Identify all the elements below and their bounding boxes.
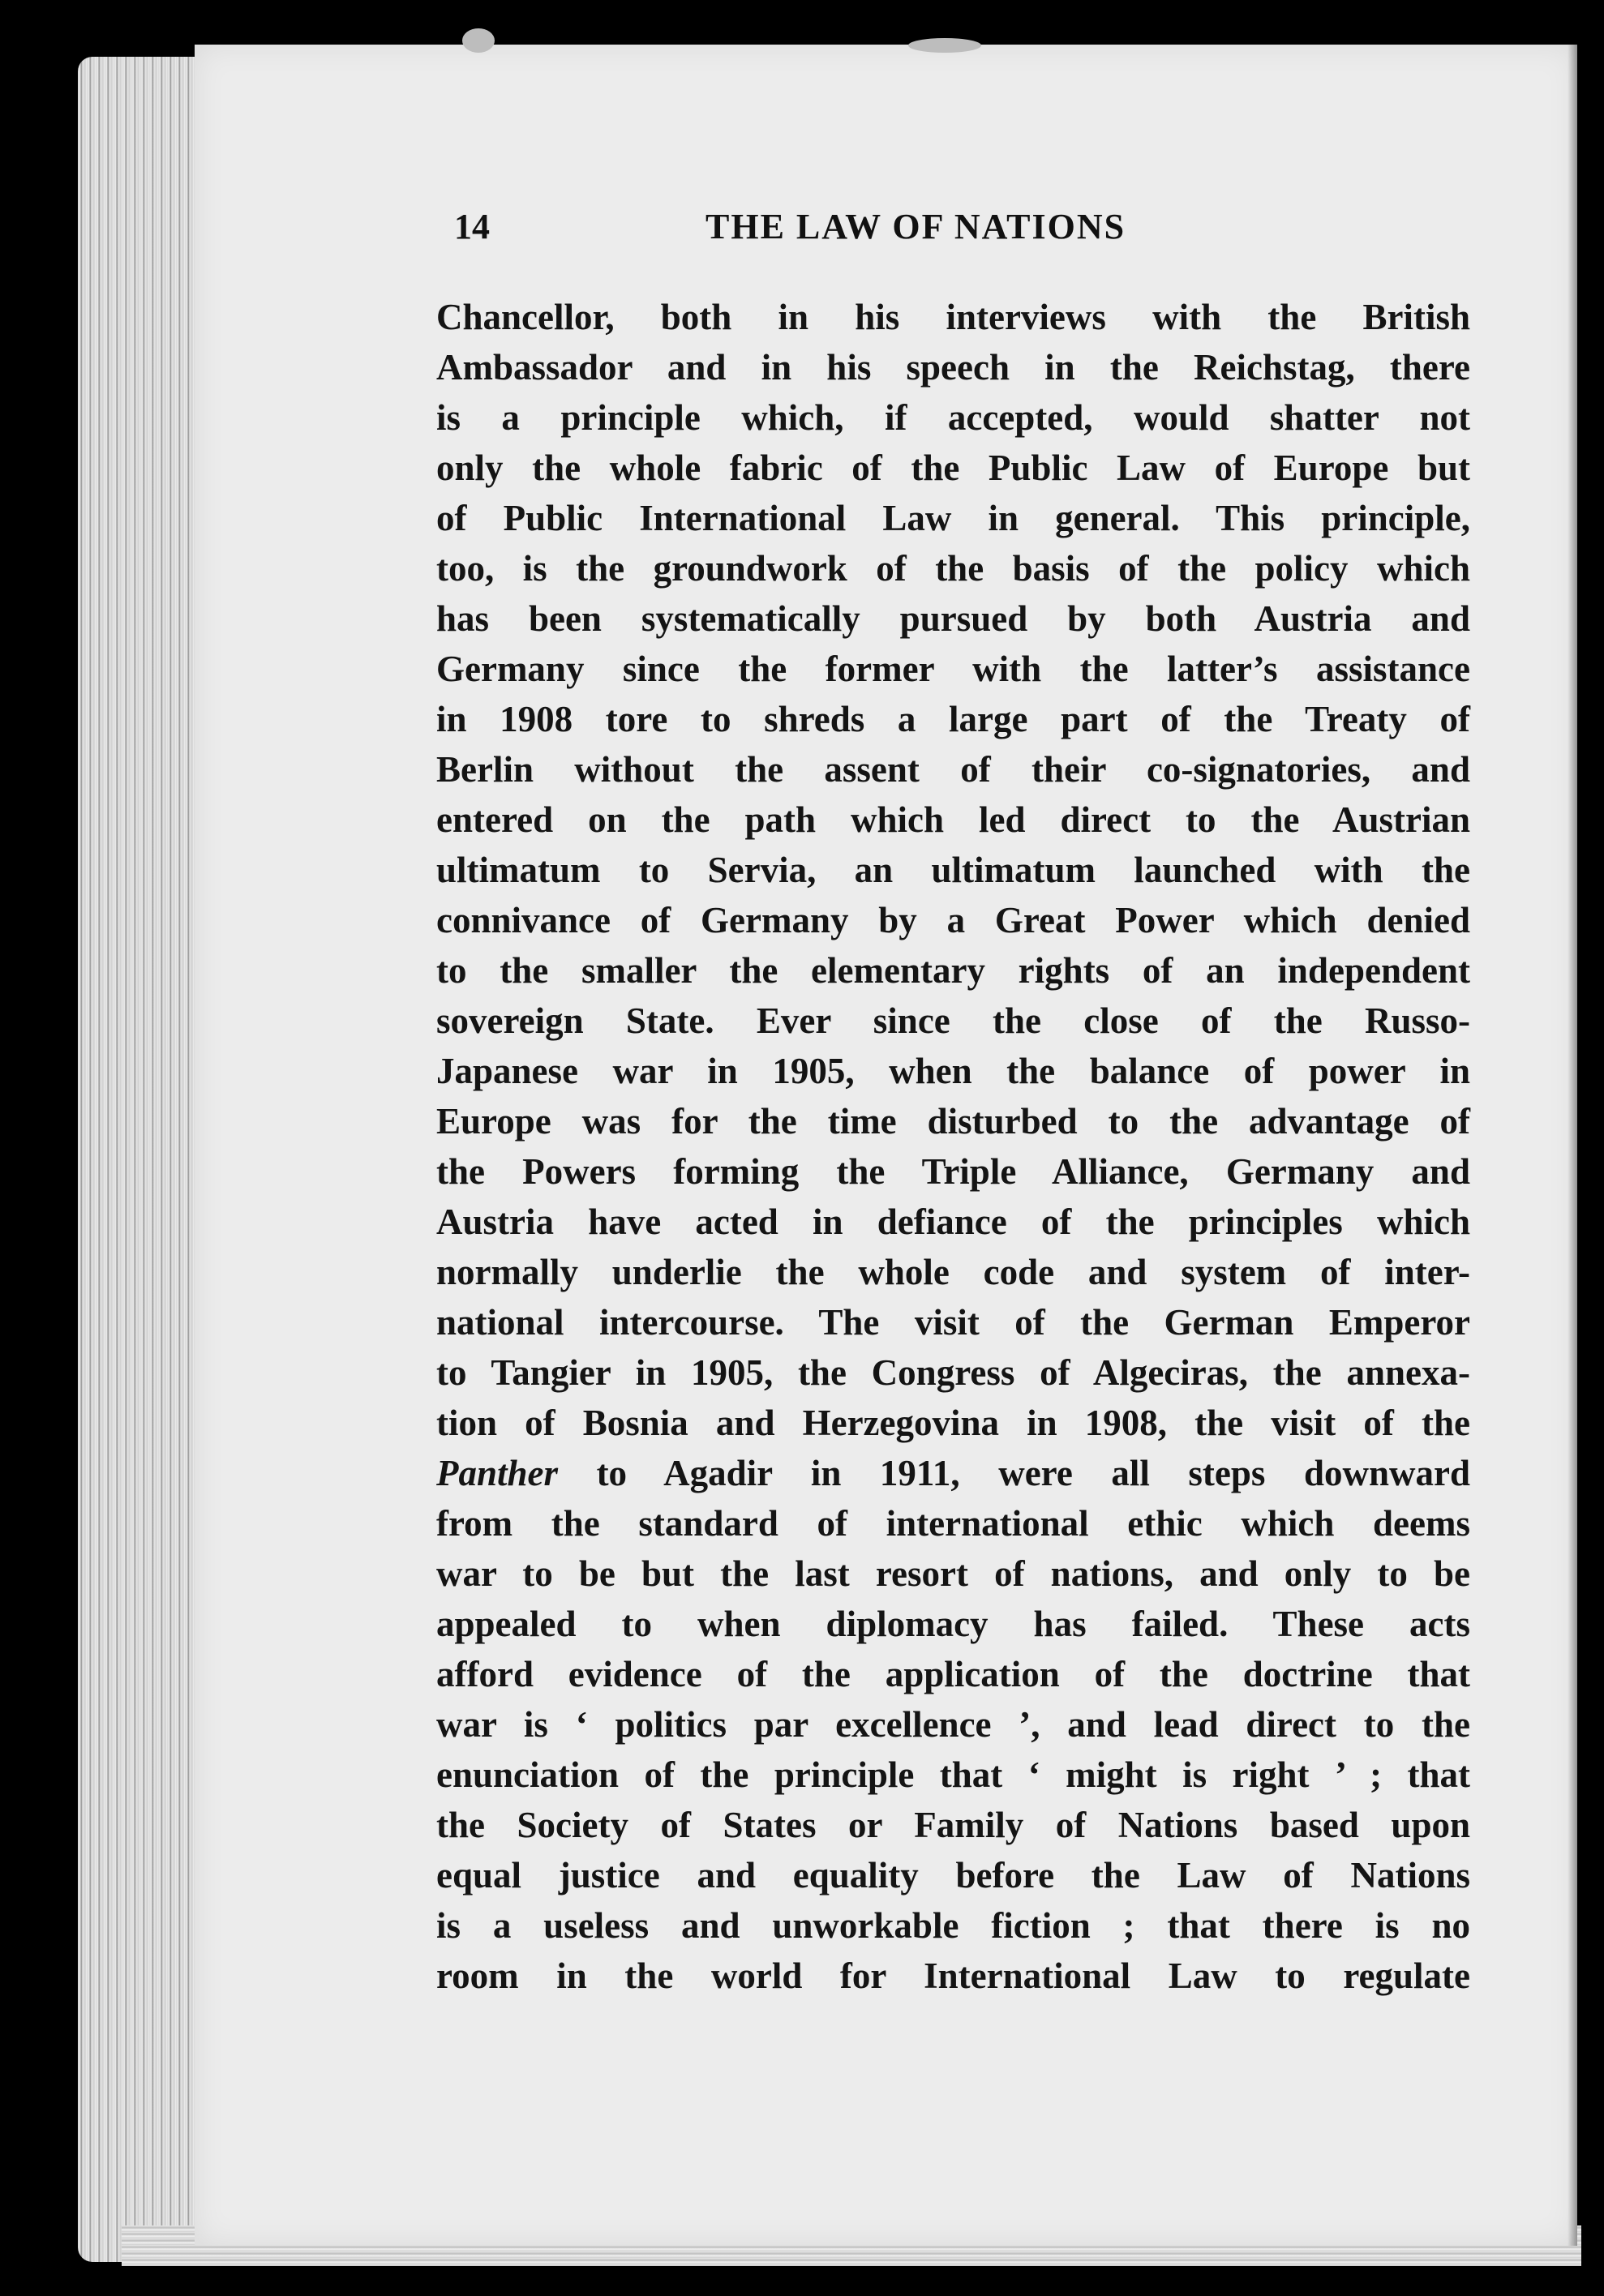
text-line: from the standard of international ethic which deems (436, 1503, 1470, 1544)
text-line: too, is the groundwork of the basis of the policy which (436, 548, 1470, 589)
text-line: connivance of Germany by a Great Power which denied (436, 900, 1470, 940)
text-line: Chancellor, both in his interviews with the British (436, 297, 1470, 337)
text-line: normally underlie the whole code and system of inter- (436, 1252, 1470, 1292)
text-line: room in the world for International Law to regulate (436, 1955, 1470, 1996)
page-gutter-shadow (1568, 45, 1577, 2246)
text-line: ultimatum to Servia, an ultimatum launched with the (436, 850, 1470, 890)
text-line-with-italic (436, 1448, 1470, 1498)
text-line: tion of Bosnia and Herzegovina in 1908, the visit of the (436, 1403, 1470, 1443)
text-line: enunciation of the principle that ‘ might is right ’ ; that (436, 1754, 1470, 1795)
text-line: entered on the path which led direct to the Austrian (436, 799, 1470, 840)
text-line: war is ‘ politics par excellence ’, and lead direct to the (436, 1704, 1470, 1745)
text-line: the Society of States or Family of Nations based upon (436, 1805, 1470, 1845)
text-line: war to be but the last resort of nations, and only to be (436, 1553, 1470, 1594)
text-line: Ambassador and in his speech in the Reichstag, there (436, 347, 1470, 388)
body-text (436, 292, 1470, 2001)
text-line: in 1908 tore to shreds a large part of the Treaty of (436, 699, 1470, 739)
text-line: is a principle which, if accepted, would shatter not (436, 397, 1470, 438)
page-number: 14 (454, 207, 490, 246)
text-line: national intercourse. The visit of the German Emperor (436, 1302, 1470, 1343)
text-line: of Public International Law in general. This principle, (436, 498, 1470, 538)
text-line: only the whole fabric of the Public Law of Europe but (436, 448, 1470, 488)
text-line: Europe was for the time disturbed to the advantage of (436, 1101, 1470, 1142)
text-line: the Powers forming the Triple Alliance, Germany and (436, 1151, 1470, 1192)
text-line: has been systematically pursued by both Austria and (436, 598, 1470, 639)
running-title: THE LAW OF NATIONS (706, 207, 1126, 246)
dust-speck (462, 28, 495, 53)
dust-speck (908, 38, 981, 53)
page-header (454, 206, 1233, 255)
text-line: is a useless and unworkable fiction ; that there is no (436, 1905, 1470, 1946)
text-line: appealed to when diplomacy has failed. These acts (436, 1604, 1470, 1644)
italic-ship-name: Panther (436, 1453, 559, 1493)
text-line-remainder: to Agadir in 1911, were all steps downward (558, 1453, 1470, 1493)
text-line: Berlin without the assent of their co-signatories, and (436, 749, 1470, 790)
text-line: afford evidence of the application of the doctrine that (436, 1654, 1470, 1694)
text-line: equal justice and equality before the Law of Nations (436, 1855, 1470, 1895)
text-line: Austria have acted in defiance of the principles which (436, 1202, 1470, 1242)
text-line: to Tangier in 1905, the Congress of Algeciras, the annexa- (436, 1352, 1470, 1393)
text-line: to the smaller the elementary rights of an independent (436, 950, 1470, 991)
text-line: Germany since the former with the latter’s assistance (436, 649, 1470, 689)
text-line: Japanese war in 1905, when the balance of power in (436, 1051, 1470, 1091)
text-line: sovereign State. Ever since the close of the Russo- (436, 1000, 1470, 1041)
